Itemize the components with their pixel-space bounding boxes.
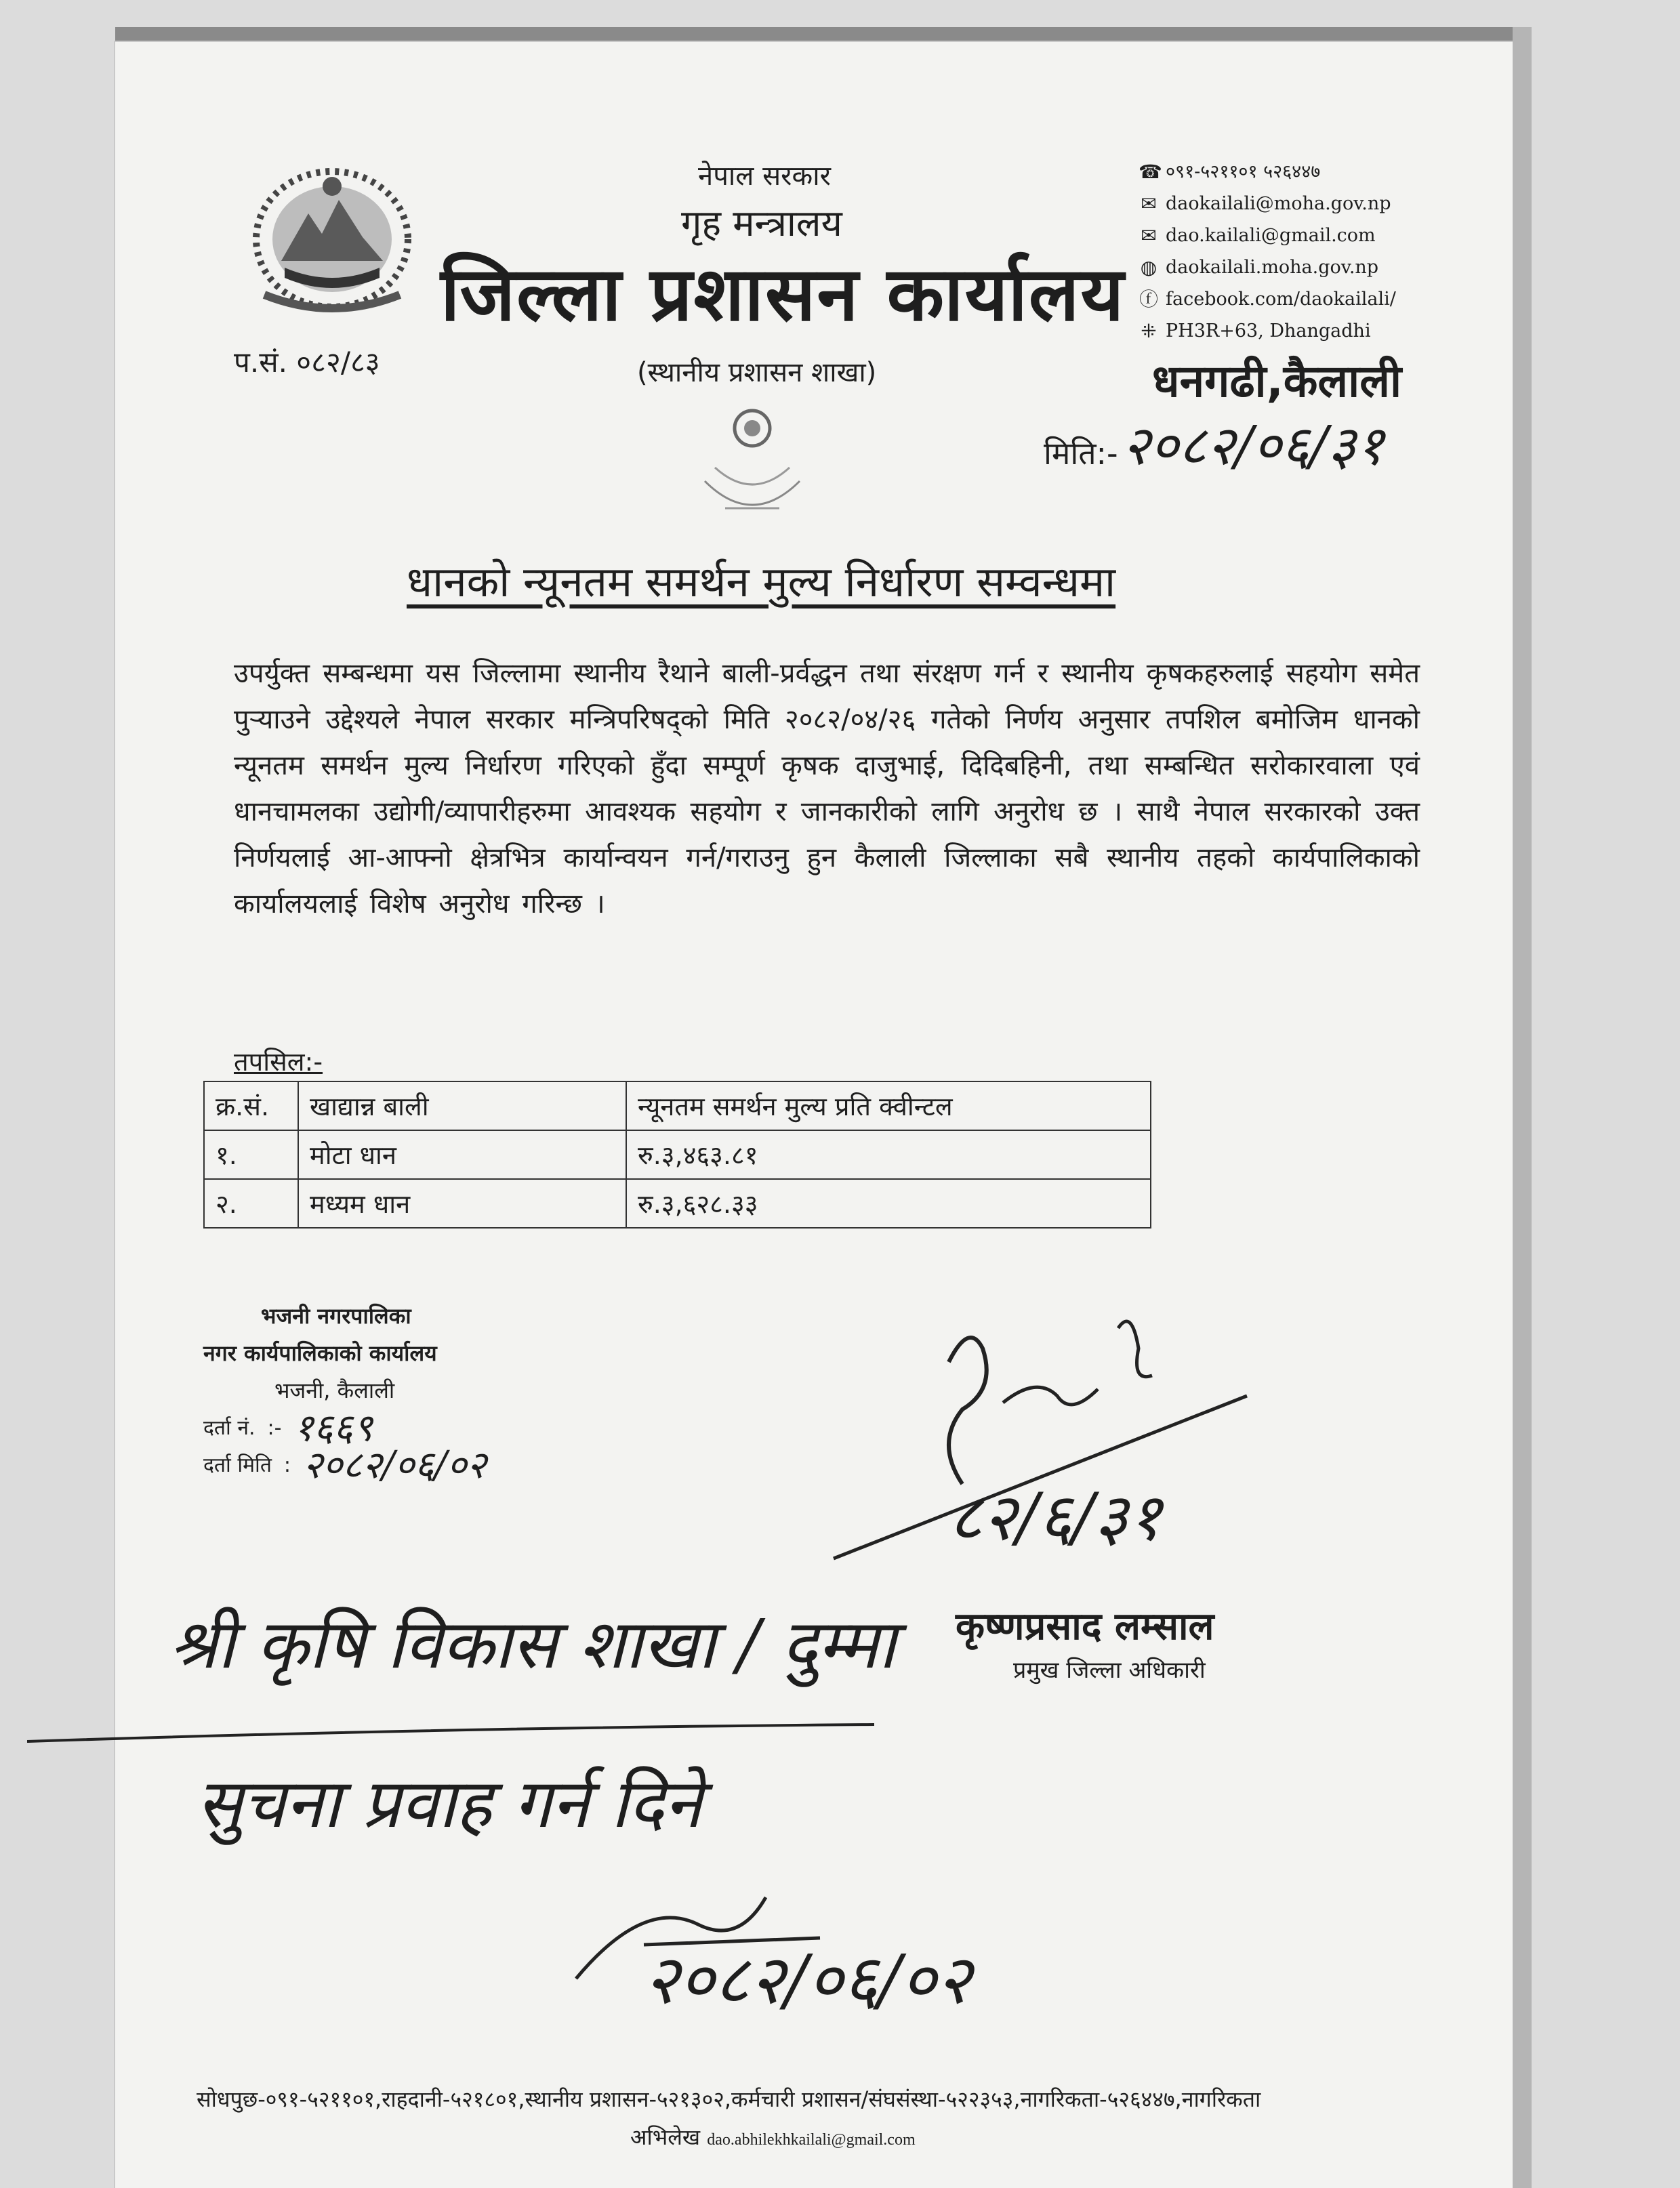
handwritten-underline (27, 1721, 881, 1748)
handwritten-instruction: सुचना प्रवाह गर्न दिने (197, 1764, 702, 1843)
table-header: क्र.सं. (204, 1081, 298, 1130)
letter-subject: धानको न्यूनतम समर्थन मुल्य निर्धारण सम्वन्धमा (407, 557, 1116, 606)
contact-block (1139, 156, 1396, 347)
handwritten-note: श्री कृषि विकास शाखा / दुम्मा (169, 1605, 896, 1684)
office-name: जिल्ला प्रशासन कार्यालय (441, 251, 1126, 337)
contact-email-alt: ✉ dao.kailali@gmail.com (1139, 220, 1396, 251)
branch-name: (स्थानीय प्रशासन शाखा) (637, 357, 877, 388)
government-name: नेपाल सरकार (698, 161, 831, 192)
darta-number: दर्ता नं. :- १६६९ (203, 1406, 373, 1450)
footer-contacts: सोधपुछ-०९१-५२११०१,राहदानी-५२१८०१,स्थानीय प्रशासन-५२१३०२,कर्मचारी प्रशासन/संघसंस्था-५२२३५३,नागरिकता-५२६४४७,नागरिकता अभिलेख dao.abhilekhkailali@gmail.com (197, 2086, 1261, 2150)
office-location: धनगढी,कैलाली (1152, 355, 1402, 407)
table-cell: मोटा धान (298, 1130, 626, 1179)
reference-number: प.सं. ०८२/८३ (234, 346, 380, 379)
table-cell: रु.३,४६३.८१ (626, 1130, 1151, 1179)
scan-right-edge (1513, 27, 1532, 2188)
table-cell: रु.३,६२८.३३ (626, 1179, 1151, 1228)
contact-location: ⁜ PH3R+63, Dhangadhi (1139, 315, 1396, 347)
letter-date: मिति:-२०८२/०६/३१ (1044, 414, 1385, 477)
details-label: तपसिल:- (234, 1047, 323, 1077)
contact-website: ◍ daokailali.moha.gov.np (1139, 251, 1396, 283)
letter-body: उपर्युक्त सम्बन्धमा यस जिल्लामा स्थानीय रैथाने बाली-प्रर्वद्धन तथा संरक्षण गर्न र स्थानीय कृषकहरुलाई सहयोग समेत पुऱ्याउने उद्देश्यले नेपाल सरकार मन्त्रिपरिषद्को मिति २०८२/०४/२६ गतेको निर्णय अनुसार तपशिल बमोजिम धानको न्यूनतम समर्थन मुल्य निर्धारण गरिएको हुँदा सम्पूर्ण कृषक दाजुभाई, दिदिबहिनी, तथा सम्बन्धित सरोकारवाला एवं धानचामलका उद्योगी/व्यापारीहरुमा आवश्यक सहयोग र जानकारीको लागि अनुरोध छ । साथै नेपाल सरकारको उक्त निर्णयलाई आ-आफ्नो क्षेत्रभित्र कार्यान्वयन गर्न/गराउनु हुन कैलाली जिल्लाका सबै स्थानीय तहको कार्यपालिकाको कार्यालयलाई विशेष अनुरोध गरिन्छ । (234, 658, 1420, 920)
signatory-name: कृष्णप्रसाद लम्साल (956, 1605, 1214, 1649)
nepal-emblem-icon (244, 159, 420, 315)
table-header: खाद्यान्न बाली (298, 1081, 626, 1130)
table-row (204, 1179, 1151, 1228)
facebook-icon: ⓕ (1139, 288, 1158, 310)
office-seal-icon (678, 400, 827, 535)
table-cell: १. (204, 1130, 298, 1179)
email-icon: ✉ (1141, 224, 1157, 247)
contact-email: ✉ daokailali@moha.gov.np (1139, 188, 1396, 220)
phone-icon: ☎ (1139, 161, 1162, 183)
registration-stamp: भजनी नगरपालिका नगर कार्यपालिकाको कार्यालय भजनी, कैलाली दर्ता नं. :- १६६९ दर्ता मिति : २०८२/०६/०२ (203, 1303, 487, 1487)
globe-icon: ◍ (1140, 256, 1157, 278)
email-icon: ✉ (1141, 192, 1157, 215)
signature-date: ८२/६/३१ (949, 1479, 1162, 1555)
price-table (203, 1081, 1151, 1229)
signatory-title: प्रमुख जिल्ला अधिकारी (1013, 1657, 1206, 1684)
ministry-name: गृह मन्त्रालय (681, 202, 842, 245)
location-icon: ⁜ (1141, 320, 1157, 342)
table-header: न्यूनतम समर्थन मुल्य प्रति क्वीन्टल (626, 1081, 1151, 1130)
contact-facebook: ⓕ facebook.com/daokailali/ (1139, 283, 1396, 315)
footer-email: dao.abhilekhkailali@gmail.com (707, 2131, 916, 2149)
date-value: २०८२/०६/३१ (1122, 414, 1385, 477)
table-cell: मध्यम धान (298, 1179, 626, 1228)
table-cell: २. (204, 1179, 298, 1228)
handwritten-date: २०८२/०६/०२ (644, 1940, 972, 2019)
darta-date: दर्ता मिति : २०८२/०६/०२ (203, 1443, 487, 1487)
contact-phone: ☎ ०९१-५२११०१ ५२६४४७ (1139, 156, 1396, 188)
table-row (204, 1130, 1151, 1179)
table-header-row (204, 1081, 1151, 1130)
